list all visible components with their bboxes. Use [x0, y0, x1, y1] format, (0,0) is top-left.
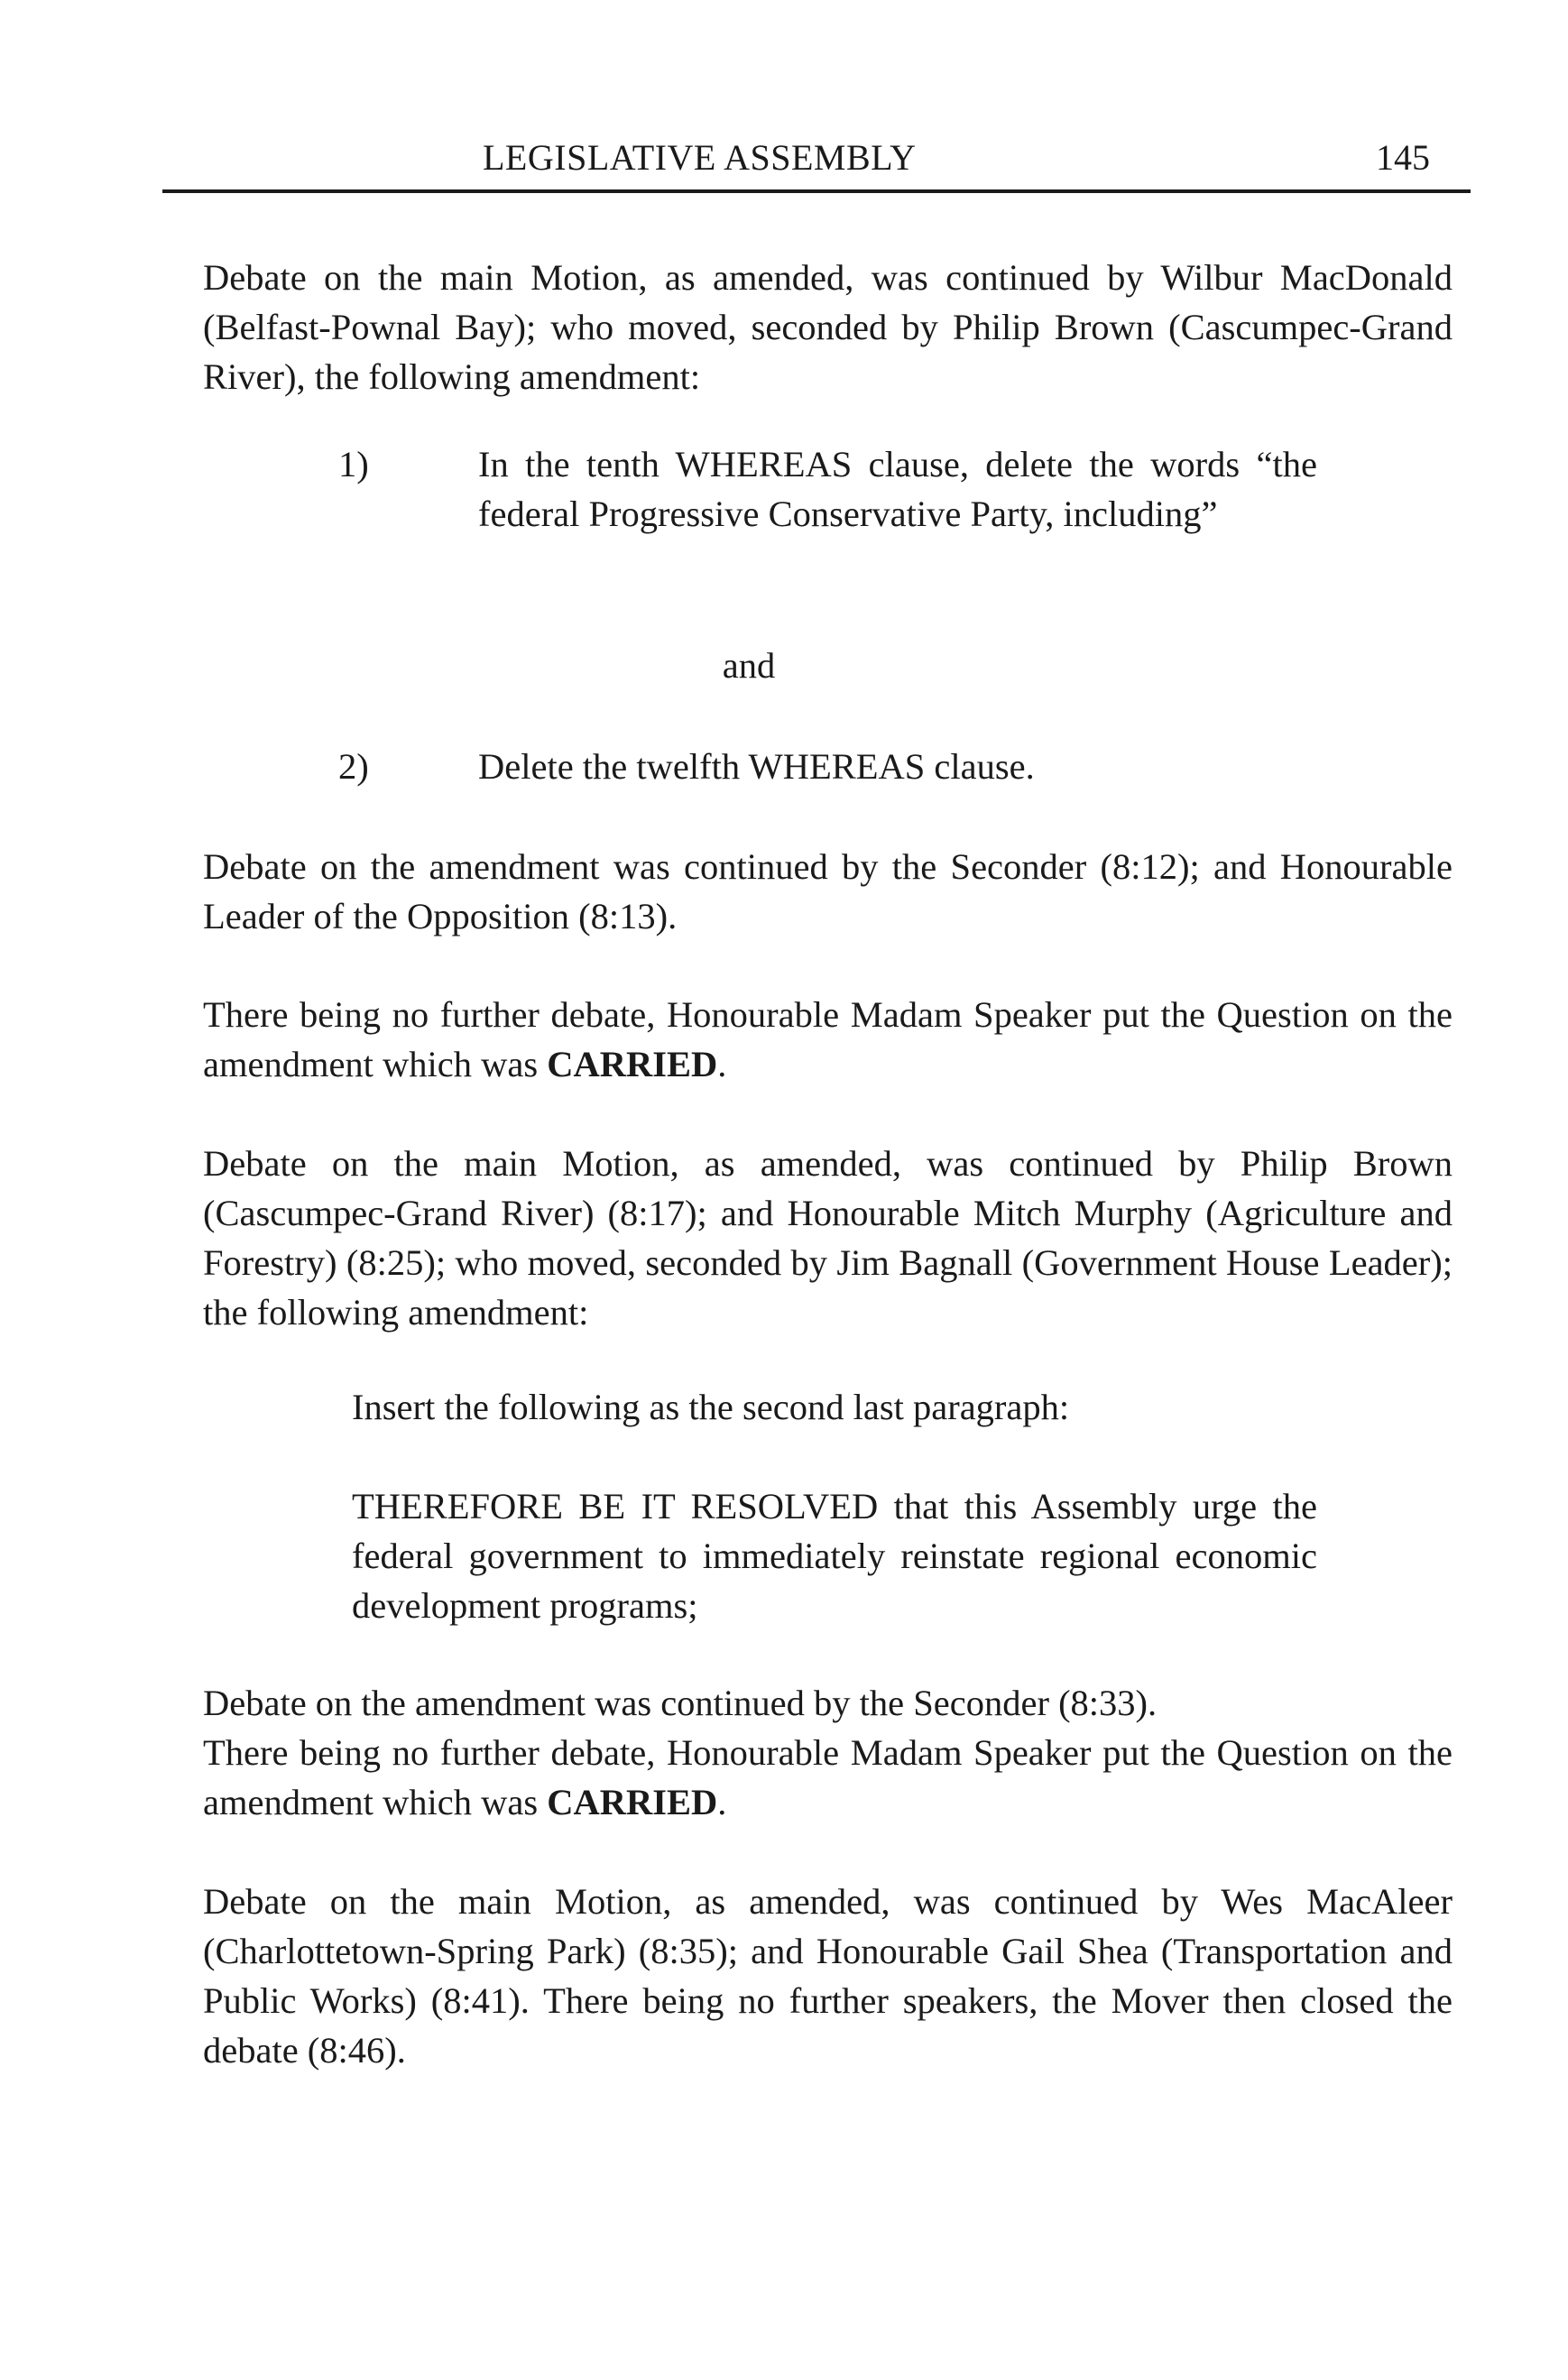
header-title: LEGISLATIVE ASSEMBLY — [483, 137, 917, 178]
paragraph-2: Debate on the amendment was continued by the Seconder (8:12); and Honourable Leader of the Opposition (8:13). — [203, 846, 1453, 936]
paragraph-5: Debate on the amendment was continued by the Seconder (8:33). — [203, 1683, 1158, 1723]
insert-instruction: Insert the following as the second last paragraph: — [352, 1387, 1070, 1427]
paragraph-3 — [203, 990, 1453, 1089]
paragraph-6 — [203, 1728, 1453, 1827]
carried-label: CARRIED — [547, 1044, 718, 1084]
item-number: 2) — [338, 746, 369, 787]
running-header — [162, 135, 1471, 189]
connector-and: and — [722, 645, 776, 686]
paragraph-6-text: There being no further debate, Honourable Madam Speaker put the Question on the amendment which was — [203, 1732, 1453, 1822]
item-text: In the tenth WHEREAS clause, delete the words “the federal Progressive Conservative Party, including” — [478, 444, 1317, 534]
page-number: 145 — [1376, 137, 1430, 178]
carried-label: CARRIED — [547, 1782, 718, 1822]
paragraph-7: Debate on the main Motion, as amended, was continued by Wes MacAleer (Charlottetown-Spring Park) (8:35); and Honourable Gail Shea (Transportation and Public Works) (8:41). There being no further speakers, the Mover then closed the debate (8:46). — [203, 1881, 1453, 2071]
item-text: Delete the twelfth WHEREAS clause. — [478, 746, 1035, 787]
paragraph-3-text: There being no further debate, Honourable Madam Speaker put the Question on the amendment which was — [203, 994, 1453, 1084]
resolved-clause: THEREFORE BE IT RESOLVED that this Assembly urge the federal government to immediately reinstate regional economic development programs; — [352, 1486, 1317, 1626]
item-number: 1) — [338, 444, 369, 484]
paragraph-4: Debate on the main Motion, as amended, was continued by Philip Brown (Cascumpec-Grand River) (8:17); and Honourable Mitch Murphy (Agriculture and Forestry) (8:25); who moved, seconded by Jim Bagnall (Government House Leader); the following amendment: — [203, 1143, 1453, 1333]
paragraph-3-end: . — [717, 1044, 727, 1084]
paragraph-1: Debate on the main Motion, as amended, was continued by Wilbur MacDonald (Belfast-Pownal Bay); who moved, seconded by Philip Brown (Cascumpec-Grand River), the following amendment: — [203, 257, 1453, 397]
header-rule — [162, 189, 1471, 193]
paragraph-6-end: . — [717, 1782, 727, 1822]
